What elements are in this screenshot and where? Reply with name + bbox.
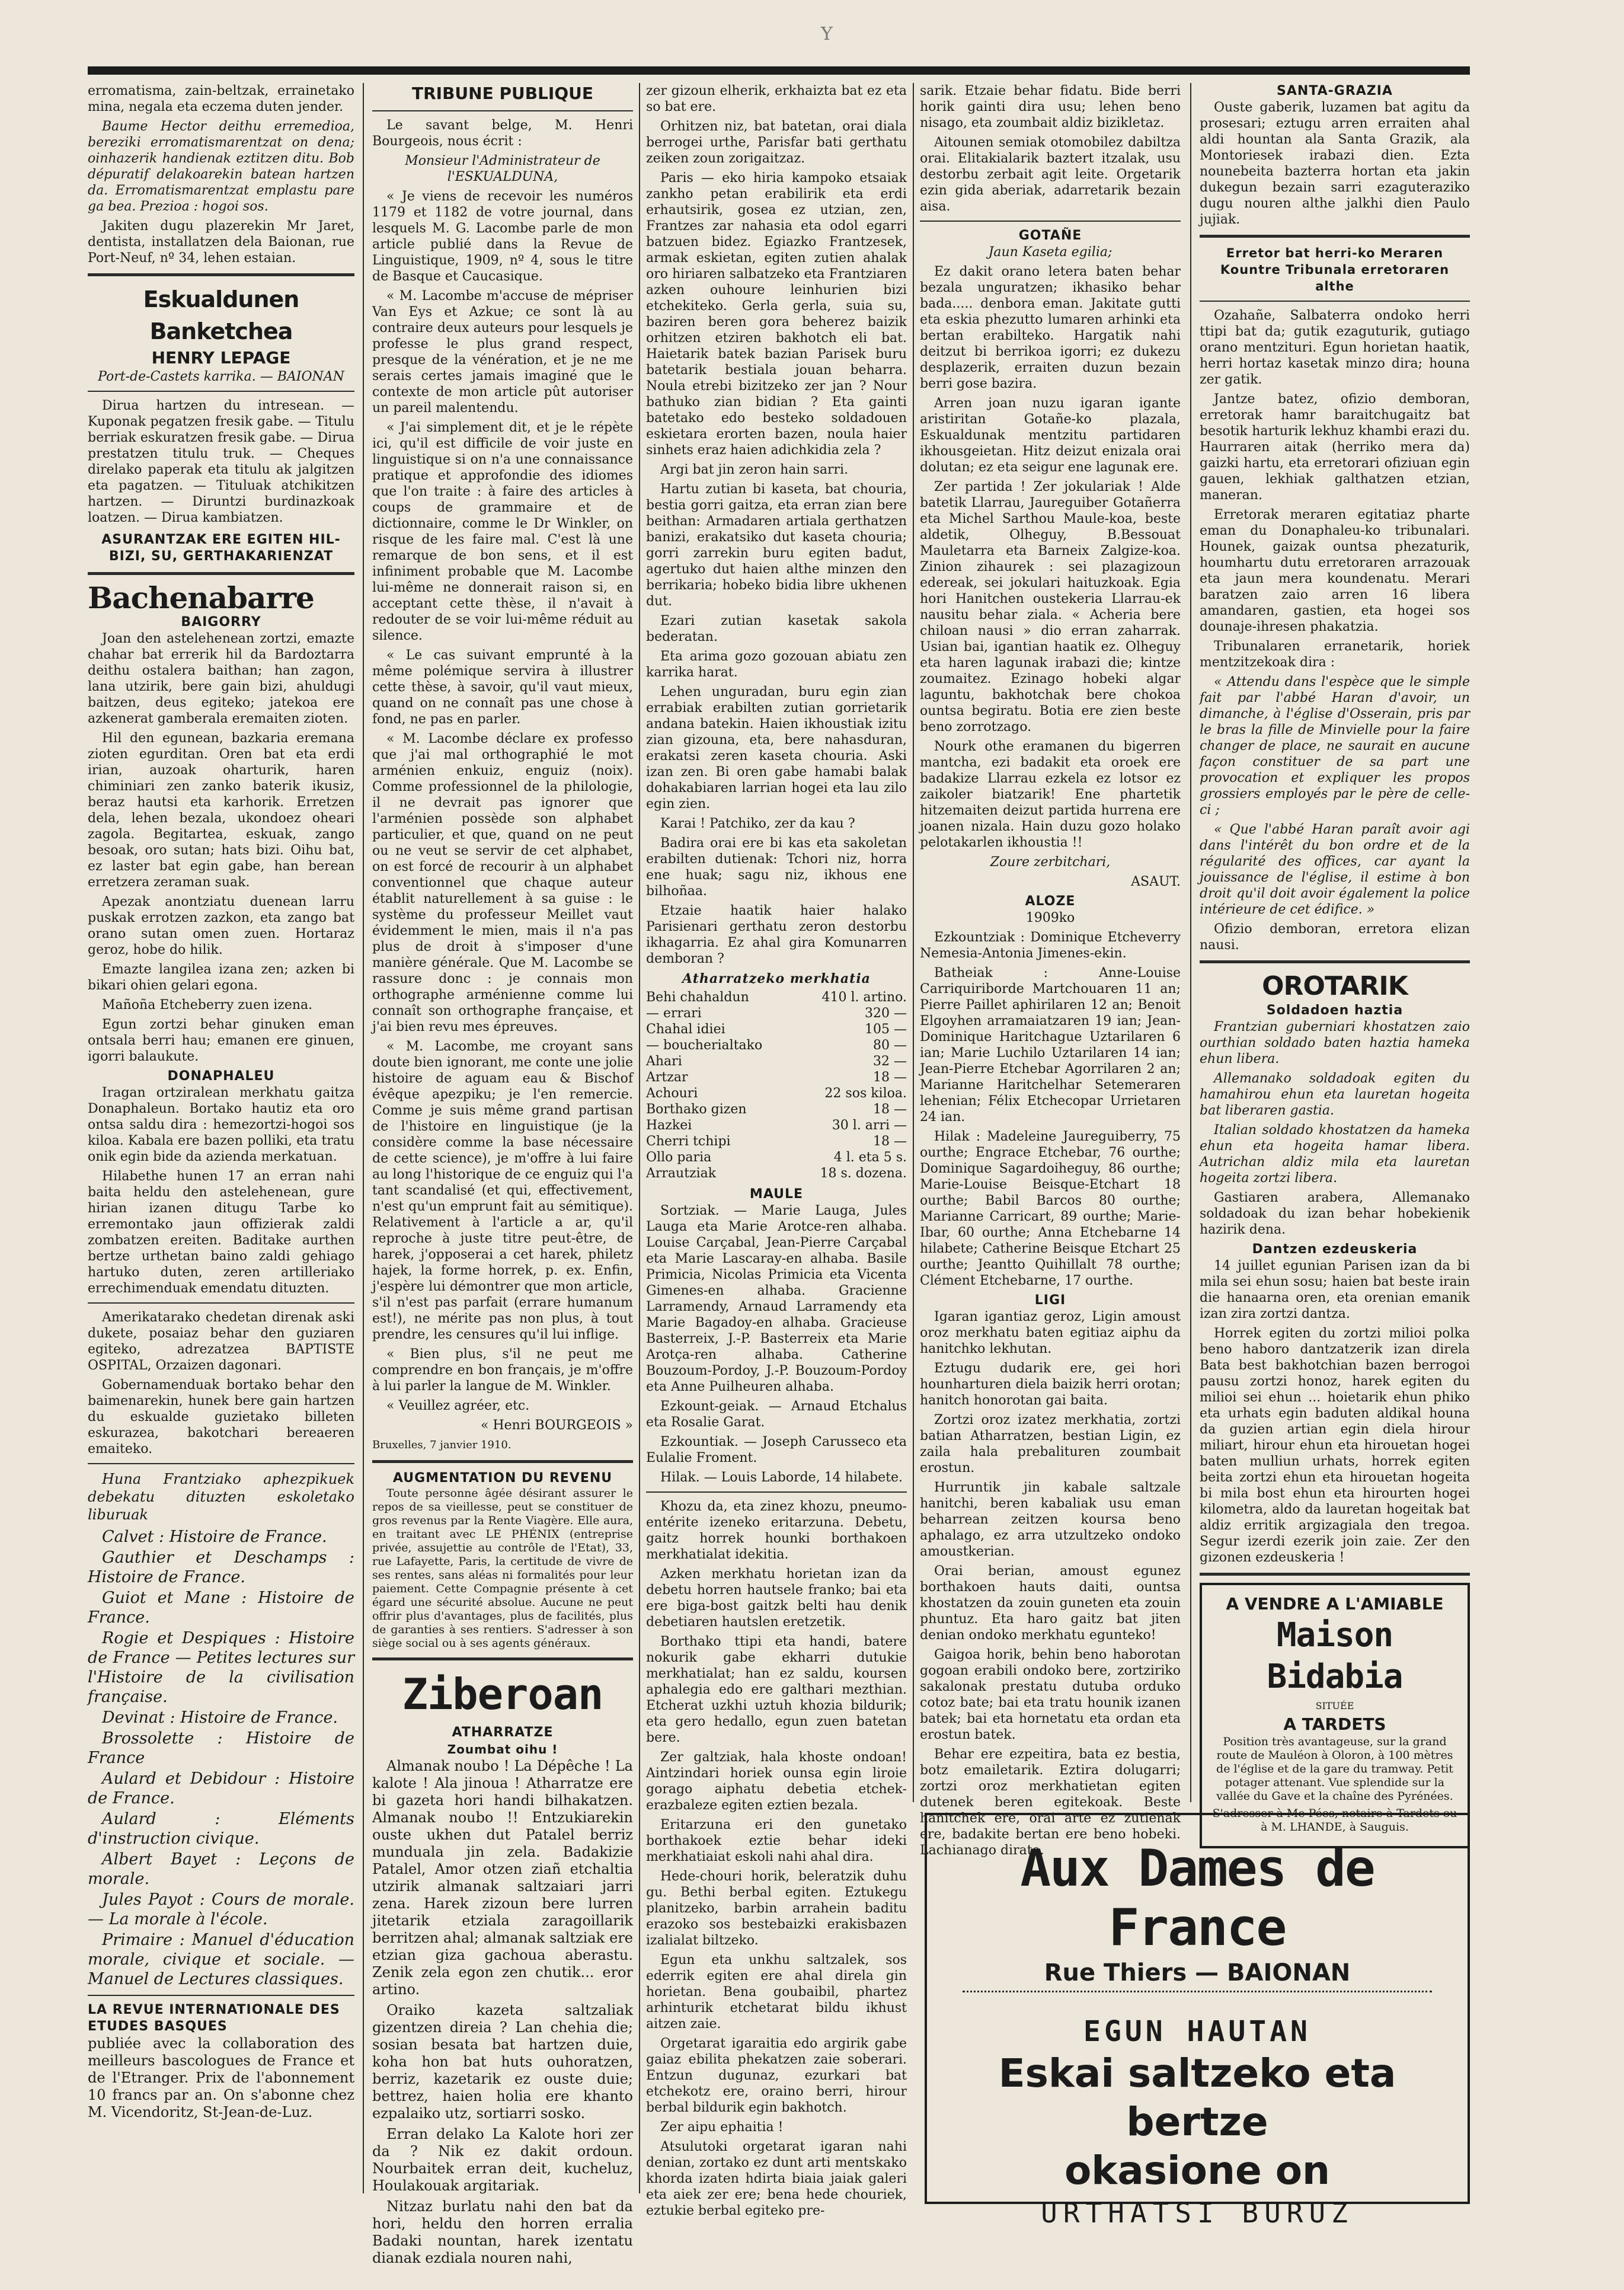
section-subtitle: LIGI: [1034, 1293, 1066, 1308]
dames-de-france-ad: [925, 1813, 1470, 2229]
paragraph: erromatisma, zain-beltzak, errainetako mina, negala eta eczema duten jender.: [88, 84, 354, 114]
paragraph: Italian soldado khostatzen da hameka ehun eta hogeita hamar libera. Autrichan aldiz mila eta lauretan hogeita zortzi libera.: [1200, 1123, 1470, 1186]
paragraph: Ez dakit orano letera baten behar bezala unguratzen; ikhasiko behar bada..... denbora eman. Jakitate gutti eta eskia phezutto lumaren arhinki eta bertan erabilteko. Hargatik nahi deitzut bi berrikoa igorri; ez dukezu desplazerik, erraiten duzun bezain berri gose bazira.: [920, 264, 1181, 391]
paragraph: Ezkountiak. — Joseph Carusseco eta Eulalie Froment.: [646, 1435, 907, 1465]
paragraph: Borthako ttipi eta handi, batere nokurik gabe ekharri dutukie merkhatialat; han ez saldu, koursen aphalegia edo ere galthari mezthian. Etcherat uzkhi uztuh khozia bildurik; eta gero hedallo, egun zuen batetan bere.: [646, 1634, 907, 1745]
paragraph: 14 juillet egunian Parisen izan da bi mila sei ehun sosu; haien bat beste irain die hanaarna oren, eta orenian emanik izan zira zortzi dantza.: [1200, 1259, 1470, 1321]
paragraph: Zer aipu ephaitia !: [660, 2120, 784, 2135]
divider: [1200, 960, 1470, 963]
paragraph: Tribunalaren erranetarik, horiek mentzitzekoak dira :: [1200, 639, 1470, 670]
paragraph: Eta arima gozo gozouan abiatu zen karrika harat.: [646, 649, 907, 680]
divider: [920, 221, 1181, 222]
closing: Zoure zerbitchari,: [990, 855, 1111, 870]
paragraph: Almanak noubo ! La Dépêche ! La kalote ! Ala jinoua ! Atharratze ere bi gazeta hori handi bilhakatzen. Almanak noubo !! Entzukiarekin ouste ukhen dut Patalel berriz munduala jin zela. Badakizie Patalel, Amor otzen ziañ etchaltia utzirik almanak saltzaiari jarri zena. Harek zizoun bere lurren jitetarik etziala zaragoillarik berritzen ahal; almanak saltziak ere etzian giza gachoua aberastu. Zenik zela egon zen chutik... eror artino.: [372, 1758, 633, 1998]
section-subtitle: DONAPHALEU: [167, 1069, 275, 1084]
paragraph: Ezkountziak : Dominique Etcheverry Nemesia-Antonia Jimenes-ekin.: [920, 930, 1181, 961]
paragraph: « Attendu dans l'espèce que le simple fait par l'abbé Haran d'avoir, un dimanche, à l'église d'Osserain, pris par le bras la fille de Minvielle pour la faire changer de place, ne saurait en aucune façon constituer de sa part une provocation et expliquer les propos grossiers employés par le père de celle-ci ;: [1200, 675, 1470, 817]
book-item: Jules Payot : Cours de morale. — La morale à l'école.: [88, 1890, 354, 1928]
price-value: 320 —: [865, 1006, 907, 1021]
paragraph: « Bien plus, s'il ne peut me comprendre en bon français, je m'offre à lui parler la langue de M. Winkler.: [372, 1347, 633, 1394]
section-subtitle: SANTA-GRAZIA: [1277, 84, 1393, 98]
paragraph: Igaran igantiaz geroz, Ligin amoust oroz merkhatu baten egitiaz aiphu da hanitchko lekhutan.: [920, 1310, 1181, 1356]
paragraph: Jantze batez, ofizio demboran, erretorak hamr baraitchugaitz bat besotik harturik lekhuz khambi erazi du. Haurraren aitak (herriko mera da) gaizki hartu, eta erretorari ofiziuan egin gauen, lekhiak galthatzen etzian, maneran.: [1200, 392, 1470, 503]
price-row: [646, 1149, 907, 1165]
paragraph: Nourk othe eramanen du bigerren mantcha, ezi badakit eta oroek ere badakize Llarrau ezkela ez lotsor ez zaikoler biatzarik! Ene phartetik hitzemaiten deizut partida hurrena ere joanen nizala. Hain duzu gozo holako pelotakarlen ikhoustia !!: [920, 739, 1181, 850]
paragraph: Khozu da, eta zinez khozu, pneumo-entérite izeneko eritarzuna. Debetu, gaitz horrek hounki borthakoen merkhatialat idekitia.: [646, 1499, 907, 1562]
price-value: 4 l. eta 5 s.: [833, 1150, 907, 1165]
paragraph: Hilabethe hunen 17 an erran nahi baita heldu den astelehenean, gure hirian izanen ditugu Tarbe ko erremontako jaun offizierak zaldi zombatzen ereiten. Baditake aurthen bertze urthetan baino zaldi gehiago hartuko duten, zeren artilleriako errechimenduak emendatu dituzten.: [88, 1169, 354, 1296]
price-item: Ollo paria: [646, 1150, 712, 1165]
price-row: [646, 1117, 907, 1133]
year: 1909ko: [1025, 911, 1075, 925]
paragraph: Allemanako soldadoak egiten du hamahirou ehun eta lauretan hogeita bat liberaren gastia.: [1200, 1071, 1470, 1118]
price-item: — boucherialtako: [646, 1038, 763, 1053]
paragraph: Mañoña Etcheberry zuen izena.: [102, 998, 313, 1013]
paragraph: Ezari zutian kasetak sakola bederatan.: [646, 614, 907, 644]
book-item: Aulard : Eléments d'instruction civique.: [88, 1810, 354, 1848]
bank-text: Dirua hartzen du intresean. — Kuponak pegatzen fresik gabe. — Titulu berriak eskuratzen fresik gabe. — Dirua prestatzen titulu truk. — Cheques direlako paperak eta titulu ak jalgitzen eta pagatzen. — Tituluak atchikitzen hartzen. — Diruntzi burdinazkoak loatzen. — Dirua kambiatzen.: [88, 398, 354, 525]
paragraph: Zer galtziak, hala khoste ondoan! Aintzindari horiek ounsa egin liroie gorago aiphatu debetia etchek-erazbaleze egiten eztien bezala.: [646, 1750, 907, 1813]
paragraph: Zortzi oroz izatez merkhatia, zortzi batian Atharratzen, bestian Ligin, ez zaila hala prebalituren zoumbait erostun.: [920, 1413, 1181, 1475]
insurance-line: ASURANTZAK ERE EGITEN HIL-BIZI, SU, GERTHAKARIENZAT: [101, 532, 341, 564]
paragraph: Arren joan nuzu igaran igante aristiritan Gotañe-ko plazala, Eskualdunak mentzitu partidaren ikhousgeietan. Hitz deizut enizala orai dolutan; ez eta seigur ene lagunak ere.: [920, 396, 1181, 475]
section-subtitle: Dantzen ezdeuskeria: [1252, 1242, 1418, 1257]
divider: [88, 391, 354, 392]
paragraph: Hartu zutian bi kaseta, bat chouria, bestia gorri gaitza, eta erran zian bere beithan: Armadaren artiala gerthatzen banizi, erakatsiko dut kaseta chouria; gorri zarrekin buru egiten badut, agertuko dut haien althe minzen den berrikaria; hobeko bidia libre ukhenen dut.: [646, 482, 907, 609]
ad-address: Rue Thiers — BAIONAN: [1044, 1959, 1351, 1986]
paragraph: Baume Hector deithu erremedioa, bereziki erromatismarentzat on dena; oinhazerik handienak eztitzen ditu. Bob dépuratif delakoarekin batean hartzen da. Erromatismarentzat emplastu pare ga bea. Prezioa : hogoi sos.: [88, 119, 354, 214]
ad-footer: URTHATSI BURUZ: [1041, 2197, 1354, 2229]
price-item: Borthako gizen: [646, 1102, 747, 1117]
sale-contact: S'adresser à Me Pées, notaire à Tardets ou à M. LHANDE, à Sauguis.: [1212, 1807, 1457, 1834]
price-row: [646, 1037, 907, 1053]
column-divider: [639, 83, 640, 2193]
paragraph: Erran delako La Kalote hori zer da ? Nik ez dakit ordoun. Nourbaitek erran deit, kucheluz, Houlakouak argitariak.: [372, 2126, 633, 2194]
divider: [1200, 235, 1470, 238]
paragraph: Behar ere ezpeitira, bata ez bestia, botz emailetarik. Eztira dolugarri; zortzi oroz merkhatietan egiten dutenek beren egitekoak. Beste hanitchek ere, orai arte ez zutienak ere, badakite bertan ere beno hobeki. Lachianago dirate.: [920, 1747, 1181, 1858]
price-row: [646, 1069, 907, 1085]
price-value: 80 —: [873, 1038, 907, 1053]
price-item: Chahal idiei: [646, 1022, 725, 1037]
paragraph: Badira orai ere bi kas eta sakoletan erabilten dutienak: Tchori niz, horra ene huak; sagu niz, ikhous ene bilhoñaa.: [646, 836, 907, 899]
price-item: Hazkei: [646, 1118, 692, 1133]
price-value: 18 s. dozena.: [820, 1166, 907, 1181]
section-title: OROTARIK: [1262, 971, 1408, 1001]
sale-situee: SITUÉE: [1315, 1700, 1354, 1711]
book-item: Aulard et Debidour : Histoire de France.: [88, 1770, 354, 1807]
paragraph: Atsulutoki orgetarat igaran nahi denian, zortako ez dunt arti mentskako khorda izaten hdirta biaia jaiak galeri eta aiek zer ere; bena hede chouriek, eztukie berbal egiteko pre-: [646, 2139, 907, 2218]
price-item: Arrautziak: [646, 1166, 717, 1181]
market-title: Atharratzeko merkhatia: [682, 971, 871, 986]
paragraph: Ofizio demboran, erretora elizan nausi.: [1200, 922, 1470, 953]
sale-text: Position très avantageuse, sur la grand route de Mauléon à Oloron, à 100 mètres de l'église et de la gare du tramway. Petit potager attenant. Vue splendide sur la vallée du Gave et la chaîne des Pyrénées.: [1216, 1735, 1453, 1803]
section-subtitle: BAIGORRY: [181, 615, 261, 630]
paragraph: Hede-chouri horik, beleratzik duhu gu. Bethi berbal egiten. Eztukegu planitzeko, barbin arrahein baditu erazoko sos bestebaizki erakisbazen izalialat biltzeko.: [646, 1869, 907, 1948]
paragraph: Paris — eko hiria kampoko etsaiak zankho petan erabilirik eta erdi erhautsirik, gosea ez utzian, zen, Frantzes zar nahasia eta odol egarri batzuen bidez. Egiazko Frantzesek, armak eskietan, egiten zutien ahalak oro hiriaren salbatzeko eta Frantziaren azken ouhoure leinhurien bizi etchekiteko. Gerla gerla, suia su, baziren beren gora beherez baizik orhitzen etziren bakhotch eli bat. Haietarik batek bazian Parisek buru batetarik bestiala jouan beharra. Noula etrebi bizitzeko zer jan ? Nour bathuko zian bidian ? Eta gainti batetako edo besteko soldadouen eskietara erorten bazen, noula haier sinhets eraz haien adichkidia zela ?: [646, 171, 907, 458]
paragraph: « Que l'abbé Haran paraît avoir agi dans l'intérêt du bon ordre et de la régularité des offices, car ayant la jouissance de l'église, il estime à bon droit qu'il doit avoir également la police intérieure de cet édifice. »: [1200, 822, 1470, 917]
column-divider: [363, 83, 364, 2193]
book-item: Gauthier et Deschamps : Histoire de France.: [88, 1548, 354, 1586]
paragraph: Frantzian guberniari khostatzen zaio ourthian soldado baten haztia hameka ehun libera.: [1200, 1020, 1470, 1066]
column-divider: [913, 83, 914, 1802]
ad-title: AUGMENTATION DU REVENU: [392, 1471, 613, 1486]
paragraph: Nitzaz burlatu nahi den bat da hori, heldu den horren erralia Badaki nountan, harek izentatu dianak ezdiala nouren nahi,: [372, 2198, 633, 2266]
ad-headline: Aux Dames de France: [1020, 1839, 1374, 1957]
paragraph: Argi bat jin zeron hain sarri.: [660, 462, 849, 477]
ad-subhead: EGUN HAUTAN: [1083, 2015, 1311, 2048]
divider: [88, 572, 354, 575]
paragraph: Eritarzuna eri den gunetako borthakoek eztie behar ideki merkhatiaiat eskoli nahi ahal dira.: [646, 1818, 907, 1864]
salutation: Monsieur l'Administrateur de l'ESKUALDUNA,: [405, 154, 600, 184]
signature: « Henri BOURGEOIS »: [481, 1418, 633, 1433]
bank-address: Port-de-Castets karrika. — BAIONAN: [98, 369, 344, 384]
ad-line: okasione on: [1064, 2148, 1331, 2193]
bank-title: Eskualdunen Banketchea: [143, 286, 299, 344]
paragraph: « J'ai simplement dit, et je le répète ici, qu'il est difficile de voir juste en linguistique si on n'a une connaissance pratique et approfondie des idiomes que l'on traite : à faire des articles à coups de grammaire et de dictionnaire, comme le Dr Winkler, on risque de les faire mal. C'est là une remarque de bon sens, et il est infiniment probable que M. Lacombe lui-même ne donnerait raison si, en acceptant cette thèse, il n'avait à redouter de se voir lui-même réduit au silence.: [372, 420, 633, 643]
paragraph: Gaigoa horik, behin beno haborotan gogoan erabili ondoko bere, zortziriko sakalonak prestatu dutuba orduko cotoz bate; bai eta tratu hounik izanen batek; bai eta hornetatu eta ordan eta erostun batek.: [920, 1647, 1181, 1742]
book-item: Albert Bayet : Leçons de morale.: [88, 1850, 354, 1888]
school-intro: Huna Frantziako aphezpikuek debekatu dituzten eskoletako liburuak: [88, 1471, 354, 1523]
paragraph: Hilak. — Louis Laborde, 14 hilabete.: [660, 1470, 903, 1485]
dateline: Bruxelles, 7 janvier 1910.: [372, 1439, 512, 1451]
paragraph: « Je viens de recevoir les numéros 1179 et 1182 de votre journal, dans lesquels M. G. Lacombe parle de mon article publié dans la Revue de Linguistique, 1909, nº 4, sous le titre de Basque et Caucasique.: [372, 189, 633, 284]
price-value: 30 l. arri —: [832, 1118, 907, 1133]
price-item: Ahari: [646, 1054, 682, 1069]
price-item: Achouri: [646, 1086, 698, 1101]
paragraph: Jakiten dugu plazerekin Mr Jaret, dentista, installatzen dela Baionan, rue Port-Neuf, nº 34, lehen estaian.: [88, 219, 354, 266]
paragraph: Gastiaren arabera, Allemanako soldadoak du izan behar hobekienik hazirik dena.: [1200, 1190, 1470, 1237]
price-item: Cherri tchipi: [646, 1134, 731, 1149]
sale-town: A TARDETS: [1283, 1714, 1386, 1734]
paragraph: Amerikatarako chedetan direnak aski dukete, posaiaz behar den guziaren egiteko, adrezatzea BAPTISTE OSPITAL, Orzaizen dagonari.: [88, 1310, 354, 1373]
paragraph: Horrek egiten du zortzi milioi polka beno haboro dantzatzerik izan direla Bata best bakhotchian bazen berrogoi pausu zortzi honoz, harek egiten du milioi sei ehun ... hoietarik ehun phiko eta urhats egin baduten aldikal houna da guzien artian egin diela hirour miliart, hirour ehun eta hirouetan hogei baten mulliun urhats, horrek egiten beita zortzi ehun eta hirouetan hogeita bi mila bost ehun eta hirourten hogei kilometra, aldo da lauretan hogeitak bat aldiz erritik argizagiala den tregoa. Segur izerdi ezerik join zaie. Zer den gizonen ezdeuskeria !: [1200, 1326, 1470, 1565]
paragraph: Aitounen semiak otomobilez dabiltza orai. Elitakialarik baztert itzalak, usu destorbu zerbait agit leite. Orgetarik ezin gida aberiak, adarretarik bezain aisa.: [920, 135, 1181, 214]
paragraph: Egun eta unkhu saltzalek, sos ederrik egiten ere ahal direla gin horietan. Bena goubaibil, phartez arhinturik etchetarat bildu ikhust aitzen zaie.: [646, 1953, 907, 2032]
paragraph: Orgetarat igaraitia edo argirik gabe gaiaz ebilita phekatzen zaie soberari. Entzun dugunaz, ezurkari bat etchekotz ere, oraino berri, hirour berbal bildurik egin bakhotch.: [646, 2036, 907, 2115]
paragraph: Etzaie haatik haier halako Parisienari gerthatu zeron destorbu ikhagarria. Ez ahal gira Komunarren demboran ?: [646, 903, 907, 966]
paragraph: Zer partida ! Zer jokulariak ! Alde batetik Llarrau, Jaureguiber Gotañerra eta Michel Sarthou Maule-koa, beste aldetik, Olheguy, B.Bessouat Mauletarra eta Barneix Zalgize-koa. Zinion zihaurek : sei plazagizoun edereak, sei jokulari haituzkoak. Egia hori Hanitchen oustekeria Llarrau-ek nausitu behar ziala. « Acheria bere chiloan nausi » dio erran zaharrak. Usian bai, igantian haatik ez. Olheguy eta haren lagunak irabazi die; kintze zoumaitez. Ezinago hobeki algar laguntu, bakhotchak bere chokoa ountsa begiratu. Botia ere zien beste beno zorrotzago.: [920, 480, 1181, 734]
divider: [646, 1491, 907, 1493]
revue-title: LA REVUE INTERNATIONALE DES ETUDES BASQUES: [88, 2002, 340, 2034]
divider: [1200, 301, 1470, 302]
paragraph: Iragan ortziralean merkhatu gaitza Donaphaleun. Bortako hautiz eta oro ontsa saldu dira : hemezortzi-hogoi sos kiloa. Kabala ere bazen polliki, eta tratu onik egin bide da azienda merkatuan.: [88, 1085, 354, 1164]
book-item: Brossolette : Histoire de France: [88, 1729, 354, 1767]
paragraph: Apezak anontziatu duenean larru puskak errotzen zazkon, eta zango bat orano sutan omen zuen. Hortaraz geroz, hobe do hilik.: [88, 895, 354, 957]
bank-owner: HENRY LEPAGE: [151, 348, 291, 368]
paragraph: Orai berian, amoust egunez borthakoen hauts daiti, ountsa khostatzen da zouin guneten eta zouin phuntuz. Eta haro gaitz bat jiten denian ondoko merkhatu egunteko!: [920, 1564, 1181, 1643]
paragraph: Hil den egunean, bazkaria eremana zioten egurditan. Oren bat eta erdi irian, auzoak oharturik, haren chiminiari zen zanko baterik ikusiz, beraz hautsi eta karhorik. Erretzen dela, lehen bezala, ukondoez oheari zagola. Begitartea, eskuak, zango besoak, oro sutan; hats bizi. Oihu bat, ez laster bat egin gabe, han berean erretzera zeraman suak.: [88, 731, 354, 890]
paragraph: Le savant belge, M. Henri Bourgeois, nous écrit :: [372, 118, 633, 149]
paragraph: Gobernamenduak bortako behar den baimenarekin, hunek bere gain hartzen du eskualde guzietako billeten eskurazea, bakotchari bereaeren emaiteko.: [88, 1378, 354, 1457]
paragraph: Erretorak meraren egitatiaz pharte eman du Donaphaleu-ko tribunalari. Hounek, gaizak ountsa phezaturik, houmhartu dutu erretoraren arrazouak eta jaun mera koundenatu. Merari baratzen zaio arren 16 libera amandaren, gastien, eta hogei sos dounaje-ihresen phakatzia.: [1200, 507, 1470, 634]
top-rule: [88, 66, 1470, 75]
paragraph: Orhitzen niz, bat batetan, orai diala berrogei urthe, Parisfar bati gerthatu zeiken zoun zorigaitzaz.: [646, 119, 907, 166]
paragraph: Emazte langilea izana zen; azken bi bikari ohien gelari egona.: [88, 962, 354, 993]
paragraph: Azken merkhatu horietan izan da debetu horren hautsele franko; bai eta ere biga-bost gaitzk belti hau denik debetiaren hautslen eretzetik.: [646, 1567, 907, 1630]
column-2: [372, 83, 633, 2266]
price-table: [646, 989, 907, 1181]
paragraph: « M. Lacombe, me croyant sans doute bien ignorant, me conte une jolie histoire de aguam eau & Bischof évêque apezpiku; je l'en remercie. Comme je suis même grand partisan de l'histoire en linguistique (je la considère comme la base nécessaire de cette science), je m'offre à lui faire au long l'historique de ce enguiz qui l'a tant scandalisé (et qui, effectivement, n'est qu'un emprunt fait au sémitique). Relativement à l'article a ar, qu'il reproche à juste titre peut-être, de harek, j'opposerai a cet harek, philetz hajek, la forme horrek, p. ex. Enfin, j'espère lui démontrer que mon article, s'il n'est pas parfait (errare humanum est!), ne mérite pas non plus, à tout prendre, les censures qu'il lui inflige.: [372, 1039, 633, 1342]
column-3: [646, 83, 907, 2218]
paragraph: Eztugu dudarik ere, gei hori hounharturen diela baizik herri orotan; hanitch honorotan gai baita.: [920, 1361, 1181, 1408]
section-subtitle: MAULE: [749, 1187, 804, 1202]
paragraph: Ezkount-geiak. — Arnaud Etchalus eta Rosalie Garat.: [646, 1399, 907, 1430]
paragraph: zer gizoun elherik, erkhaizta bat ez eta so bat ere.: [646, 84, 907, 114]
section-subtitle: GOTAÑE: [1018, 228, 1082, 243]
paragraph: Lehen unguradan, buru egin zian errabiak erabilten zutian gorrietarik andana batekin. Haien ikhoustiak izitu zian gizouna, eta, bere nahasduran, erakatsi zeren kaseta chouria. Aski izan zen. Bi oren gabe hamabi balak dohakabiaren larrian hogei eta lau zilo egin zien.: [646, 685, 907, 812]
article-title: Zoumbat oihu !: [447, 1742, 558, 1756]
price-value: 18 —: [873, 1134, 907, 1149]
salutation: Jaun Kaseta egilia;: [988, 245, 1112, 260]
price-row: [646, 1133, 907, 1149]
divider: [1200, 1573, 1470, 1576]
tribune-title: TRIBUNE PUBLIQUE: [412, 84, 593, 103]
paragraph: « Le cas suivant emprunté à la même polémique servira à illustrer cette thèse, à savoir, qu'il vaut mieux, quand on ne connaît pas une chose à fond, ne pas en parler.: [372, 648, 633, 727]
paragraph: Batheiak : Anne-Louise Carriquiriborde Martchouaren 11 an; Pierre Paillet aphirilaren 12 an; Benoit Elgoyhen arramaiatzaren 19 ian; Jean-Dominique Haritchague Uztarilaren 6 ian; Marie Luchilo Uztarilaren 14 ian; Jean-Pierre Etchebar Agorrilaren 2 an; Marianne Haritchelhar Setemeraren lehenian; Félix Etchecopar Urrietaren 24 ian.: [920, 966, 1181, 1125]
paragraph: « Veuillez agréer, etc.: [386, 1398, 530, 1413]
ad-text: Toute personne âgée désirant assurer le repos de sa vieillesse, peut se constituer de gros revenus par la Rente Viagère. Elle aura, en traitant avec LE PHÉNIX (entreprise privée, assujettie au contrôle de l'Etat), 33, rue Lafayette, Paris, la certitude de vivre de ses rentes, sans aléas ni formalités pour leur paiement. Cette Compagnie présente à cet égard une sécurité absolue. Aucune ne peut offrir plus d'avantages, plus de facilités, plus de garanties à ses rentiers. S'adresser à son siège social ou à ses agents généraux.: [372, 1487, 633, 1650]
paragraph: Ouste gaberik, luzamen bat agitu da prosesari; eztugu arren erraiten ahal aldi hountan ala Santa Grazik, ala Montoriesek irabazi dien. Ezta nounebeita bazterra hortan eta jakin dukegun bezain sarri ezaguteraziko dugu nouren althe jalkhi dien Paulo jujiak.: [1200, 100, 1470, 227]
price-value: 18 —: [873, 1102, 907, 1117]
price-value: 32 —: [873, 1054, 907, 1069]
divider: [372, 1460, 633, 1463]
signature: ASAUT.: [1131, 874, 1181, 889]
divider: [88, 1302, 354, 1304]
divider: [372, 1657, 633, 1660]
price-item: Behi chahaldun: [646, 990, 749, 1005]
book-item: Devinat : Histoire de France.: [102, 1708, 338, 1727]
section-subtitle: ALOZE: [1025, 894, 1076, 909]
price-item: — errari: [646, 1006, 702, 1021]
revue-text: publiée avec la collaboration des meilleurs bascologues de France et de l'Etranger. Prix de l'abonnement 10 francs par an. On s'abonne chez M. Vicendoritz, St-Jean-de-Luz.: [88, 2035, 354, 2120]
paragraph: Sortziak. — Marie Lauga, Jules Lauga eta Marie Arotce-ren alhaba. Louise Carçabal, Jean-Pierre Carçabal eta Marie Lascaray-en alhaba. Basile Primicia, Nicolas Primicia eta Vicenta Gimenes-en alhaba. Gracienne Larramendy, Arnaud Larramendy eta Marie Bagadoy-en alhaba. Gracieuse Basterreix, J.-P. Basterreix eta Marie Arotça-ren alhaba. Catherine Bouzoum-Pordoy, J.-P. Bouzoum-Pordoy eta Anne Puilheuren alhaba.: [646, 1203, 907, 1394]
paragraph: Oraiko kazeta saltzaliak gizentzen direia ? Lan chehia die; sosian besata bat hartzen duie, koha hon bat huts ouhoratzen, berriz, kazetarik ez ouste duie; bettrez, haien holia ere khanto ezpalaiko utz, sortiarri sosko.: [372, 2002, 633, 2122]
column-1: [88, 83, 354, 2193]
article-title: Erretor bat herri-ko Meraren Kountre Tribunala erretoraren althe: [1220, 246, 1450, 293]
price-row: [646, 1165, 907, 1181]
book-item: Rogie et Despiques : Histoire de France — Petites lectures sur l'Histoire de la civilisation française.: [88, 1629, 354, 1706]
paragraph: « M. Lacombe m'accuse de mépriser Van Eys et Azkue; ce sont là au contraire deux auteurs pour lesquels je professe le plus grand respect, presque de la vénération, et je ne me serais certes jamais imaginé que le contexte de mon article pût autoriser un pareil malentendu.: [372, 289, 633, 416]
divider: [372, 110, 633, 111]
section-subtitle: Soldadoen haztia: [1266, 1003, 1404, 1018]
section-title: Bachenabarre: [88, 580, 314, 615]
divider: [88, 273, 354, 276]
paragraph: Ozahañe, Salbaterra ondoko herri ttipi bat da; gutik ezaguturik, gutiago orano mentzituri. Egun horietan haatik, herri hortaz kasetak minzo dira; houna zer gatik.: [1200, 308, 1470, 387]
book-item: Guiot et Mane : Histoire de France.: [88, 1589, 354, 1627]
divider: [963, 1991, 1432, 1992]
paragraph: Joan den astelehenean zortzi, emazte chahar bat errerik hil da Bardoztarra deithu ostalera baithan; han zagon, lana utzirik, bere gain bizi, ahuldugi baitzen, deus egiteko; jatekoa ere azkenerat gamberala eremaiten zioten.: [88, 631, 354, 726]
column-divider: [1190, 83, 1191, 1802]
ad-line: Eskai saltzeko eta bertze: [998, 2051, 1396, 2145]
column-5: [1200, 83, 1470, 1834]
divider: [88, 1463, 354, 1464]
price-value: 410 l. artino.: [821, 990, 907, 1005]
paragraph: Karai ! Patchiko, zer da kau ?: [660, 816, 855, 831]
divider: [88, 1995, 354, 1996]
paragraph: sarik. Etzaie behar fidatu. Bide berri horik gainti dira usu; lehen beno nisago, eta zoumbait aldiz bizikletaz.: [920, 84, 1181, 130]
sale-house: Maison Bidabia: [1267, 1616, 1403, 1696]
paragraph: Hurruntik jin kabale saltzale hanitchi, beren kabaliak usu eman beharrean zeitzen koursa beno aphalago, ez arra utzultzeko ondoko amoustkerian.: [920, 1480, 1181, 1559]
paragraph: Egun zortzi behar ginuken eman ontsala berri hau; emanen ere ginuen, igorri balaukute.: [88, 1017, 354, 1064]
price-row: [646, 1085, 907, 1101]
paragraph: Hilak : Madeleine Jaureguiberry, 75 ourthe; Engrace Etchebar, 76 ourthe; Dominique Sagardoiheguy, 86 ourthe; Marie-Louise Beisque-Etchart 18 ourthe; Babil Barcos 80 ourthe; Marianne Carricart, 89 ourthe; Marie-Ibar, 60 ourthe; Anna Etchebarne 14 hilabete; Catherine Beisque Etchart 25 ourthe; Jeantto Quihillalt 78 ourthe; Clément Etchebarne, 17 ourthe.: [920, 1129, 1181, 1288]
price-value: 105 —: [865, 1022, 907, 1037]
price-item: Artzar: [646, 1070, 688, 1085]
section-subtitle: ATHARRATZE: [452, 1725, 554, 1740]
price-value: 18 —: [873, 1070, 907, 1085]
price-row: [646, 1021, 907, 1037]
book-item: Calvet : Histoire de France.: [102, 1528, 327, 1546]
price-row: [646, 1005, 907, 1021]
price-row: [646, 1053, 907, 1069]
section-title: Ziberoan: [402, 1669, 603, 1719]
price-value: 22 sos kiloa.: [824, 1086, 907, 1101]
top-mark: Y: [821, 24, 833, 44]
price-row: [646, 989, 907, 1005]
price-row: [646, 1101, 907, 1117]
sale-title: A VENDRE A L'AMIABLE: [1226, 1594, 1444, 1614]
book-item: Primaire : Manuel d'éducation morale, civique et sociale. — Manuel de Lectures classiques.: [88, 1931, 354, 1988]
sale-ad: [1200, 1583, 1470, 1848]
column-4: [920, 83, 1181, 1858]
paragraph: « M. Lacombe déclare ex professo que j'ai mal orthographié le mot arménien enkuiz, enguiz (noix). Comme professionnel de la philologie, il ne devrait pas ignorer que l'arménien possède son alphabet particulier, et que, quand on ne peut ou ne veut se servir de cet alphabet, on est forcé de recourir à un alphabet conventionnel que chaque auteur établit naturellement à sa guise : le système du professeur Meillet vaut évidemment le mien, mais il n'a pas plus de droit à s'imposer d'une manière générale. Que M. Lacombe se rassure donc : je connais mon orthographe arménienne comme lui connaît son orthographe française, et j'ai bien revu mes épreuves.: [372, 732, 633, 1034]
